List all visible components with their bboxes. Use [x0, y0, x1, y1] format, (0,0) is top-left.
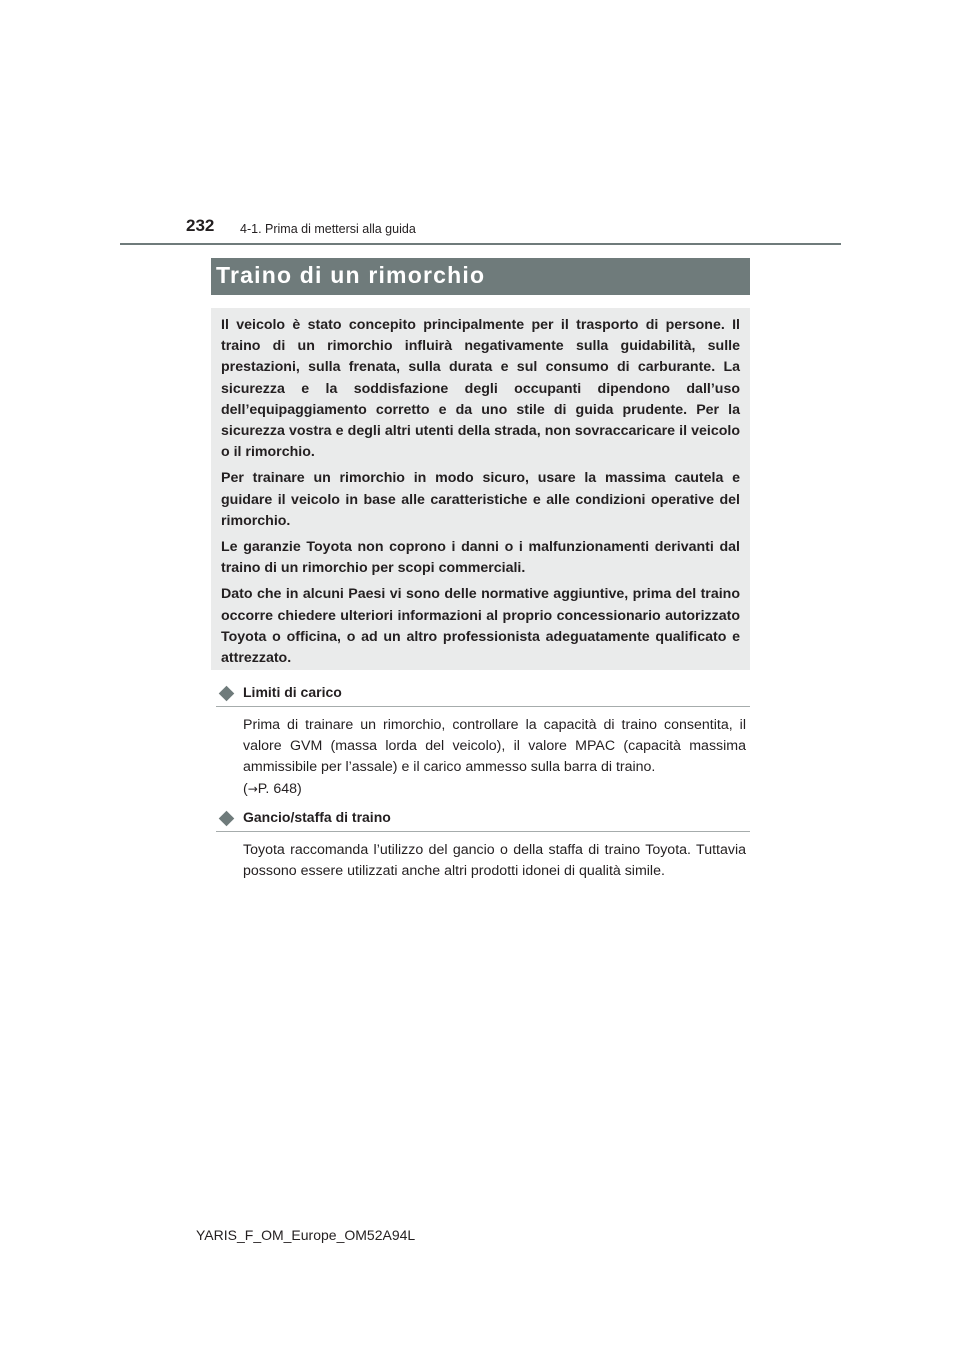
section-body [243, 715, 746, 800]
section-title: Gancio/staffa di traino [243, 809, 391, 825]
section-paragraph: Prima di trainare un rimorchio, controllare la capacità di traino consentita, il valore GVM (massa lorda del veicolo), il valore MPAC (capacità massima ammissibile per l’assale) e il carico ammesso sulla barra di traino. [243, 717, 746, 776]
intro-paragraph: Per trainare un rimorchio in modo sicuro, usare la massima cautela e guidare il veicolo in base alle caratteristiche e alle condizioni operative del rimorchio. [221, 470, 740, 529]
intro-paragraph: Il veicolo è stato concepito principalmente per il trasporto di persone. Il traino di un rimorchio influirà negativamente sulla guidabilità, sulle prestazioni, sulla frenata, sulla durata e sul consumo di carburante. La sicurezza e la soddisfazione degli occupanti dipendono dall’uso dell’equipaggiamento corretto e da uno stile di guida prudente. Per la sicurezza vostra e degli altri utenti della strada, non sovraccaricare il veicolo o il rimorchio. [221, 317, 740, 461]
section-heading [216, 684, 750, 707]
intro-paragraph: Dato che in alcuni Paesi vi sono delle normative aggiuntive, prima del traino occorre chiedere ulteriori informazioni al proprio concessionario autorizzato Toyota o officina, o ad un altro professionista adeguatamente qualificato e attrezzato. [221, 586, 740, 667]
diamond-icon [219, 811, 235, 827]
header-rule [120, 243, 841, 245]
intro-paragraph: Le garanzie Toyota non coprono i danni o i malfunzionamenti derivanti dal traino di un rimorchio per scopi commerciali. [221, 539, 740, 577]
section-title: Limiti di carico [243, 684, 342, 700]
intro-text [221, 315, 740, 674]
section-heading [216, 809, 750, 832]
section-paragraph: Toyota raccomanda l’utilizzo del gancio o della staffa di traino Toyota. Tuttavia possono essere utilizzati anche altri prodotti idonei di qualità simile. [243, 842, 746, 880]
diamond-icon [219, 686, 235, 702]
section-tow-hitch [216, 809, 750, 882]
section-body [243, 840, 746, 882]
page-reference [243, 779, 746, 800]
footer-doc-code: YARIS_F_OM_Europe_OM52A94L [196, 1227, 416, 1243]
reference-link[interactable]: P. 648) [257, 780, 302, 797]
arrow-right-icon: → [247, 781, 258, 796]
page-number: 232 [186, 216, 215, 235]
chapter-label: 4-1. Prima di mettersi alla guida [240, 222, 416, 236]
page-title: Traino di un rimorchio [216, 262, 486, 288]
title-bar [211, 258, 750, 295]
section-load-limits [216, 684, 750, 800]
intro-box [211, 308, 750, 670]
reference-open: ( [243, 780, 248, 797]
